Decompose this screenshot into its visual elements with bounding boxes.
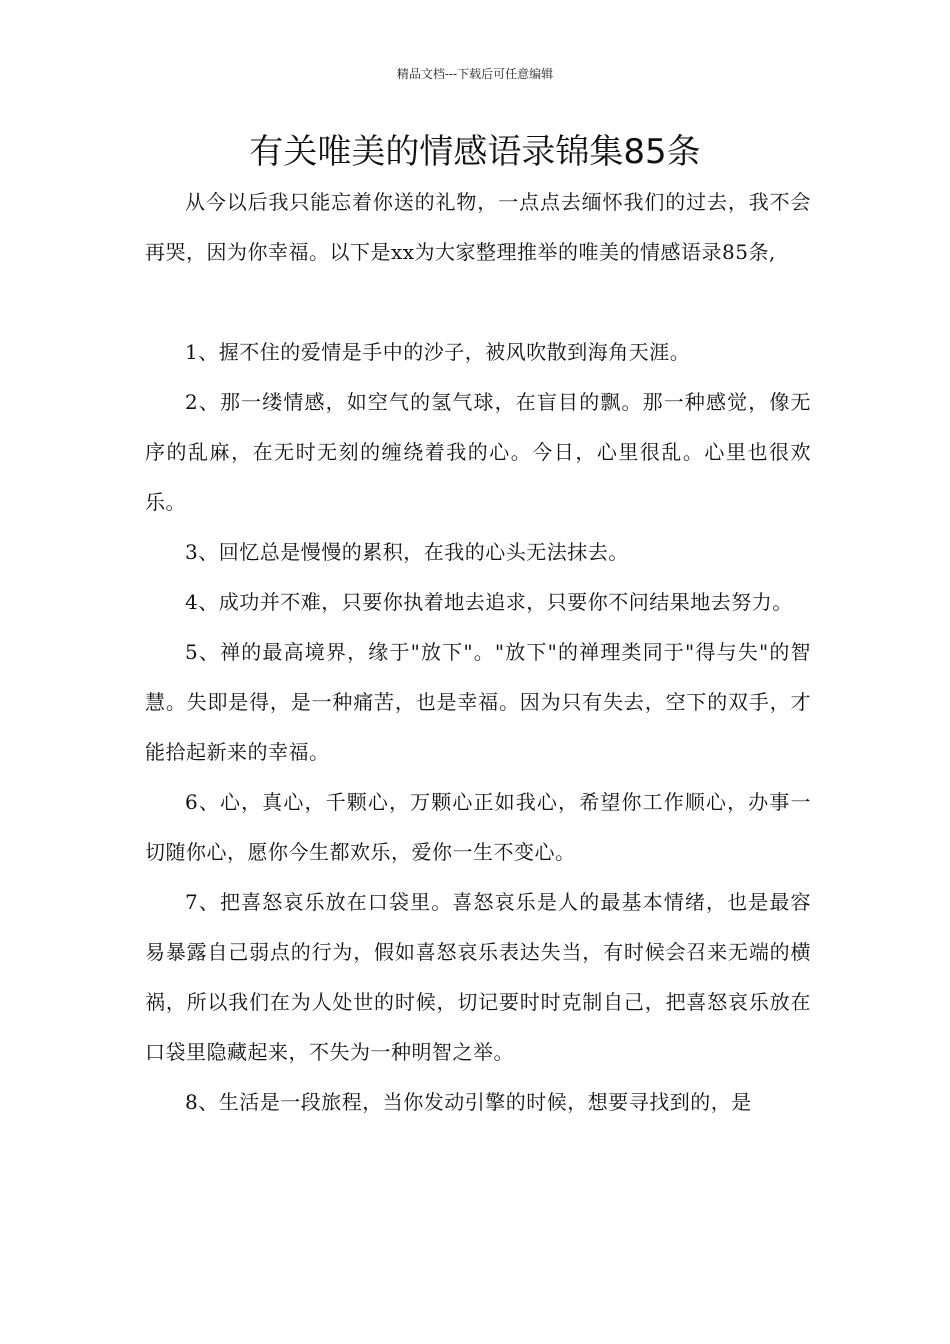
- list-item: 7、把喜怒哀乐放在口袋里。喜怒哀乐是人的最基本情绪，也是最容易暴露自己弱点的行为，假如喜怒哀乐表达失当，有时候会召来无端的横祸，所以我们在为人处世的时候，切记要时时克制自己，把喜怒哀乐放在口袋里隐藏起来，不失为一种明智之举。: [145, 890, 811, 1064]
- list-item: 4、成功并不难，只要你执着地去追求，只要你不问结果地去努力。: [185, 590, 793, 614]
- list-item: 1、握不住的爱情是手中的沙子，被风吹散到海角天涯。: [185, 340, 691, 364]
- document-body: [145, 177, 811, 1127]
- list-item: 3、回忆总是慢慢的累积，在我的心头无法抹去。: [185, 540, 629, 564]
- list-item: 6、心，真心，千颗心，万颗心正如我心，希望你工作顺心，办事一切随你心，愿你今生都欢乐，爱你一生不变心。: [145, 790, 811, 864]
- list-item: 5、禅的最高境界，缘于"放下"。"放下"的禅理类同于"得与失"的智慧。失即是得，是一种痛苦，也是幸福。因为只有失去，空下的双手，才能拾起新来的幸福。: [145, 640, 811, 764]
- list-item: 8、生活是一段旅程，当你发动引擎的时候，想要寻找到的，是: [185, 1090, 752, 1114]
- document-title: 有关唯美的情感语录锦集85条: [249, 132, 701, 172]
- intro-paragraph: 从今以后我只能忘着你送的礼物，一点点去缅怀我们的过去，我不会再哭，因为你幸福。以下是xx为大家整理推举的唯美的情感语录85条,: [145, 190, 811, 264]
- page-header: 精品文档---下载后可任意编辑: [396, 67, 554, 81]
- list-item: 2、那一缕情感，如空气的氢气球，在盲目的飘。那一种感觉，像无序的乱麻，在无时无刻的缠绕着我的心。今日，心里很乱。心里也很欢乐。: [145, 390, 811, 514]
